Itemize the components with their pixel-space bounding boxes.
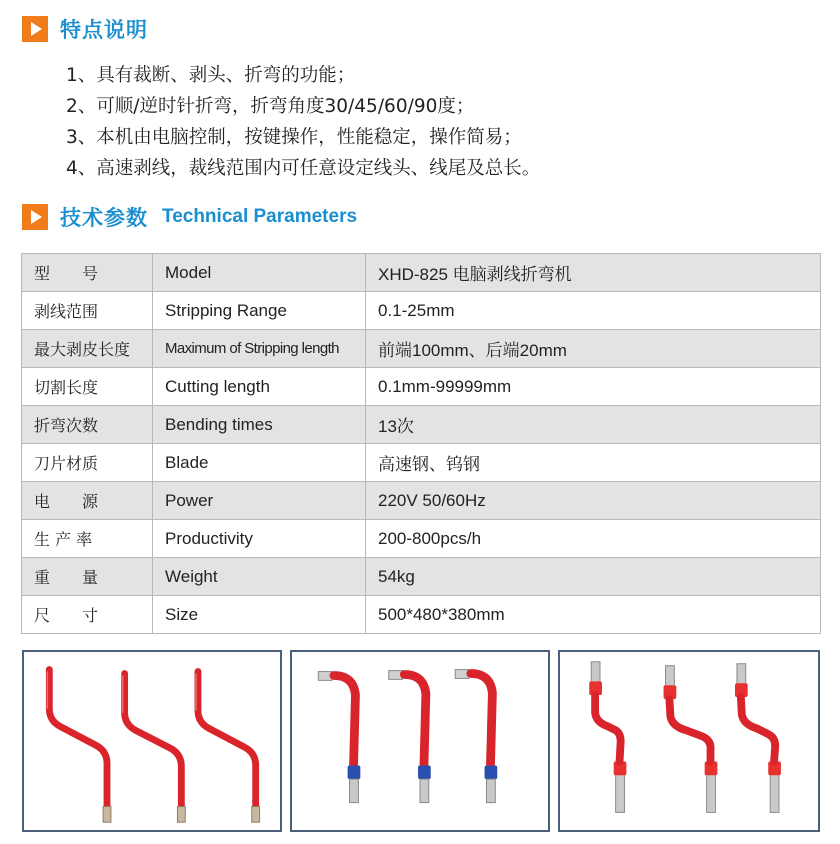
photo-hook-wires	[290, 650, 550, 832]
param-name-en: Model	[153, 254, 366, 292]
param-value: 前端100mm、后端20mm	[366, 330, 821, 368]
param-name-cn: 电 源	[22, 482, 153, 520]
param-name-cn: 刀片材质	[22, 444, 153, 482]
feature-item: 3、本机由电脑控制，按键操作，性能稳定，操作简易；	[66, 127, 522, 148]
param-name-cn: 型 号	[22, 254, 153, 292]
params-title-en: Technical Parameters	[162, 206, 358, 227]
param-name-en: Weight	[153, 558, 366, 596]
param-name-en: Maximum of Stripping length	[153, 330, 366, 368]
param-name-cn: 重 量	[22, 558, 153, 596]
play-arrow-icon	[22, 204, 48, 230]
param-name-en: Size	[153, 596, 366, 634]
param-name-cn: 切割长度	[22, 368, 153, 406]
features-header	[22, 14, 148, 44]
table-row	[22, 368, 821, 406]
param-name-en: Blade	[153, 444, 366, 482]
param-name-cn: 折弯次数	[22, 406, 153, 444]
photo-s-bent-wires	[558, 650, 820, 832]
play-arrow-icon	[22, 16, 48, 42]
param-name-en: Productivity	[153, 520, 366, 558]
table-row	[22, 520, 821, 558]
table-row	[22, 482, 821, 520]
param-value: 高速钢、钨钢	[366, 444, 821, 482]
param-name-en: Stripping Range	[153, 292, 366, 330]
table-row	[22, 558, 821, 596]
features-title: 特点说明	[60, 18, 148, 42]
param-value: 0.1mm-99999mm	[366, 368, 821, 406]
param-name-cn: 生 产 率	[22, 520, 153, 558]
hook-wires-image	[292, 652, 548, 830]
param-value: XHD-825 电脑剥线折弯机	[366, 254, 821, 292]
product-photos	[0, 650, 840, 844]
table-row	[22, 330, 821, 368]
table-row	[22, 292, 821, 330]
param-value: 0.1-25mm	[366, 292, 821, 330]
z-bent-wires-image	[24, 652, 280, 830]
table-row	[22, 254, 821, 292]
param-value: 200-800pcs/h	[366, 520, 821, 558]
params-header	[22, 202, 357, 232]
table-row	[22, 406, 821, 444]
spec-table	[21, 253, 821, 634]
param-value: 13次	[366, 406, 821, 444]
param-value: 54kg	[366, 558, 821, 596]
param-name-en: Power	[153, 482, 366, 520]
table-row	[22, 596, 821, 634]
param-value: 220V 50/60Hz	[366, 482, 821, 520]
param-name-en: Cutting length	[153, 368, 366, 406]
param-name-en: Bending times	[153, 406, 366, 444]
param-name-cn: 尺 寸	[22, 596, 153, 634]
s-bent-wires-image	[560, 652, 818, 830]
photo-z-bent-wires	[22, 650, 282, 832]
feature-item: 2、可顺/逆时针折弯，折弯角度30/45/60/90度；	[66, 96, 475, 117]
table-row	[22, 444, 821, 482]
params-title-cn: 技术参数	[60, 206, 148, 230]
param-name-cn: 最大剥皮长度	[22, 330, 153, 368]
feature-item: 4、高速剥线，裁线范围内可任意设定线头、线尾及总长。	[66, 158, 541, 179]
feature-item: 1、具有裁断、剥头、折弯的功能；	[66, 65, 356, 86]
param-name-cn: 剥线范围	[22, 292, 153, 330]
param-value: 500*480*380mm	[366, 596, 821, 634]
features-list	[66, 60, 540, 184]
